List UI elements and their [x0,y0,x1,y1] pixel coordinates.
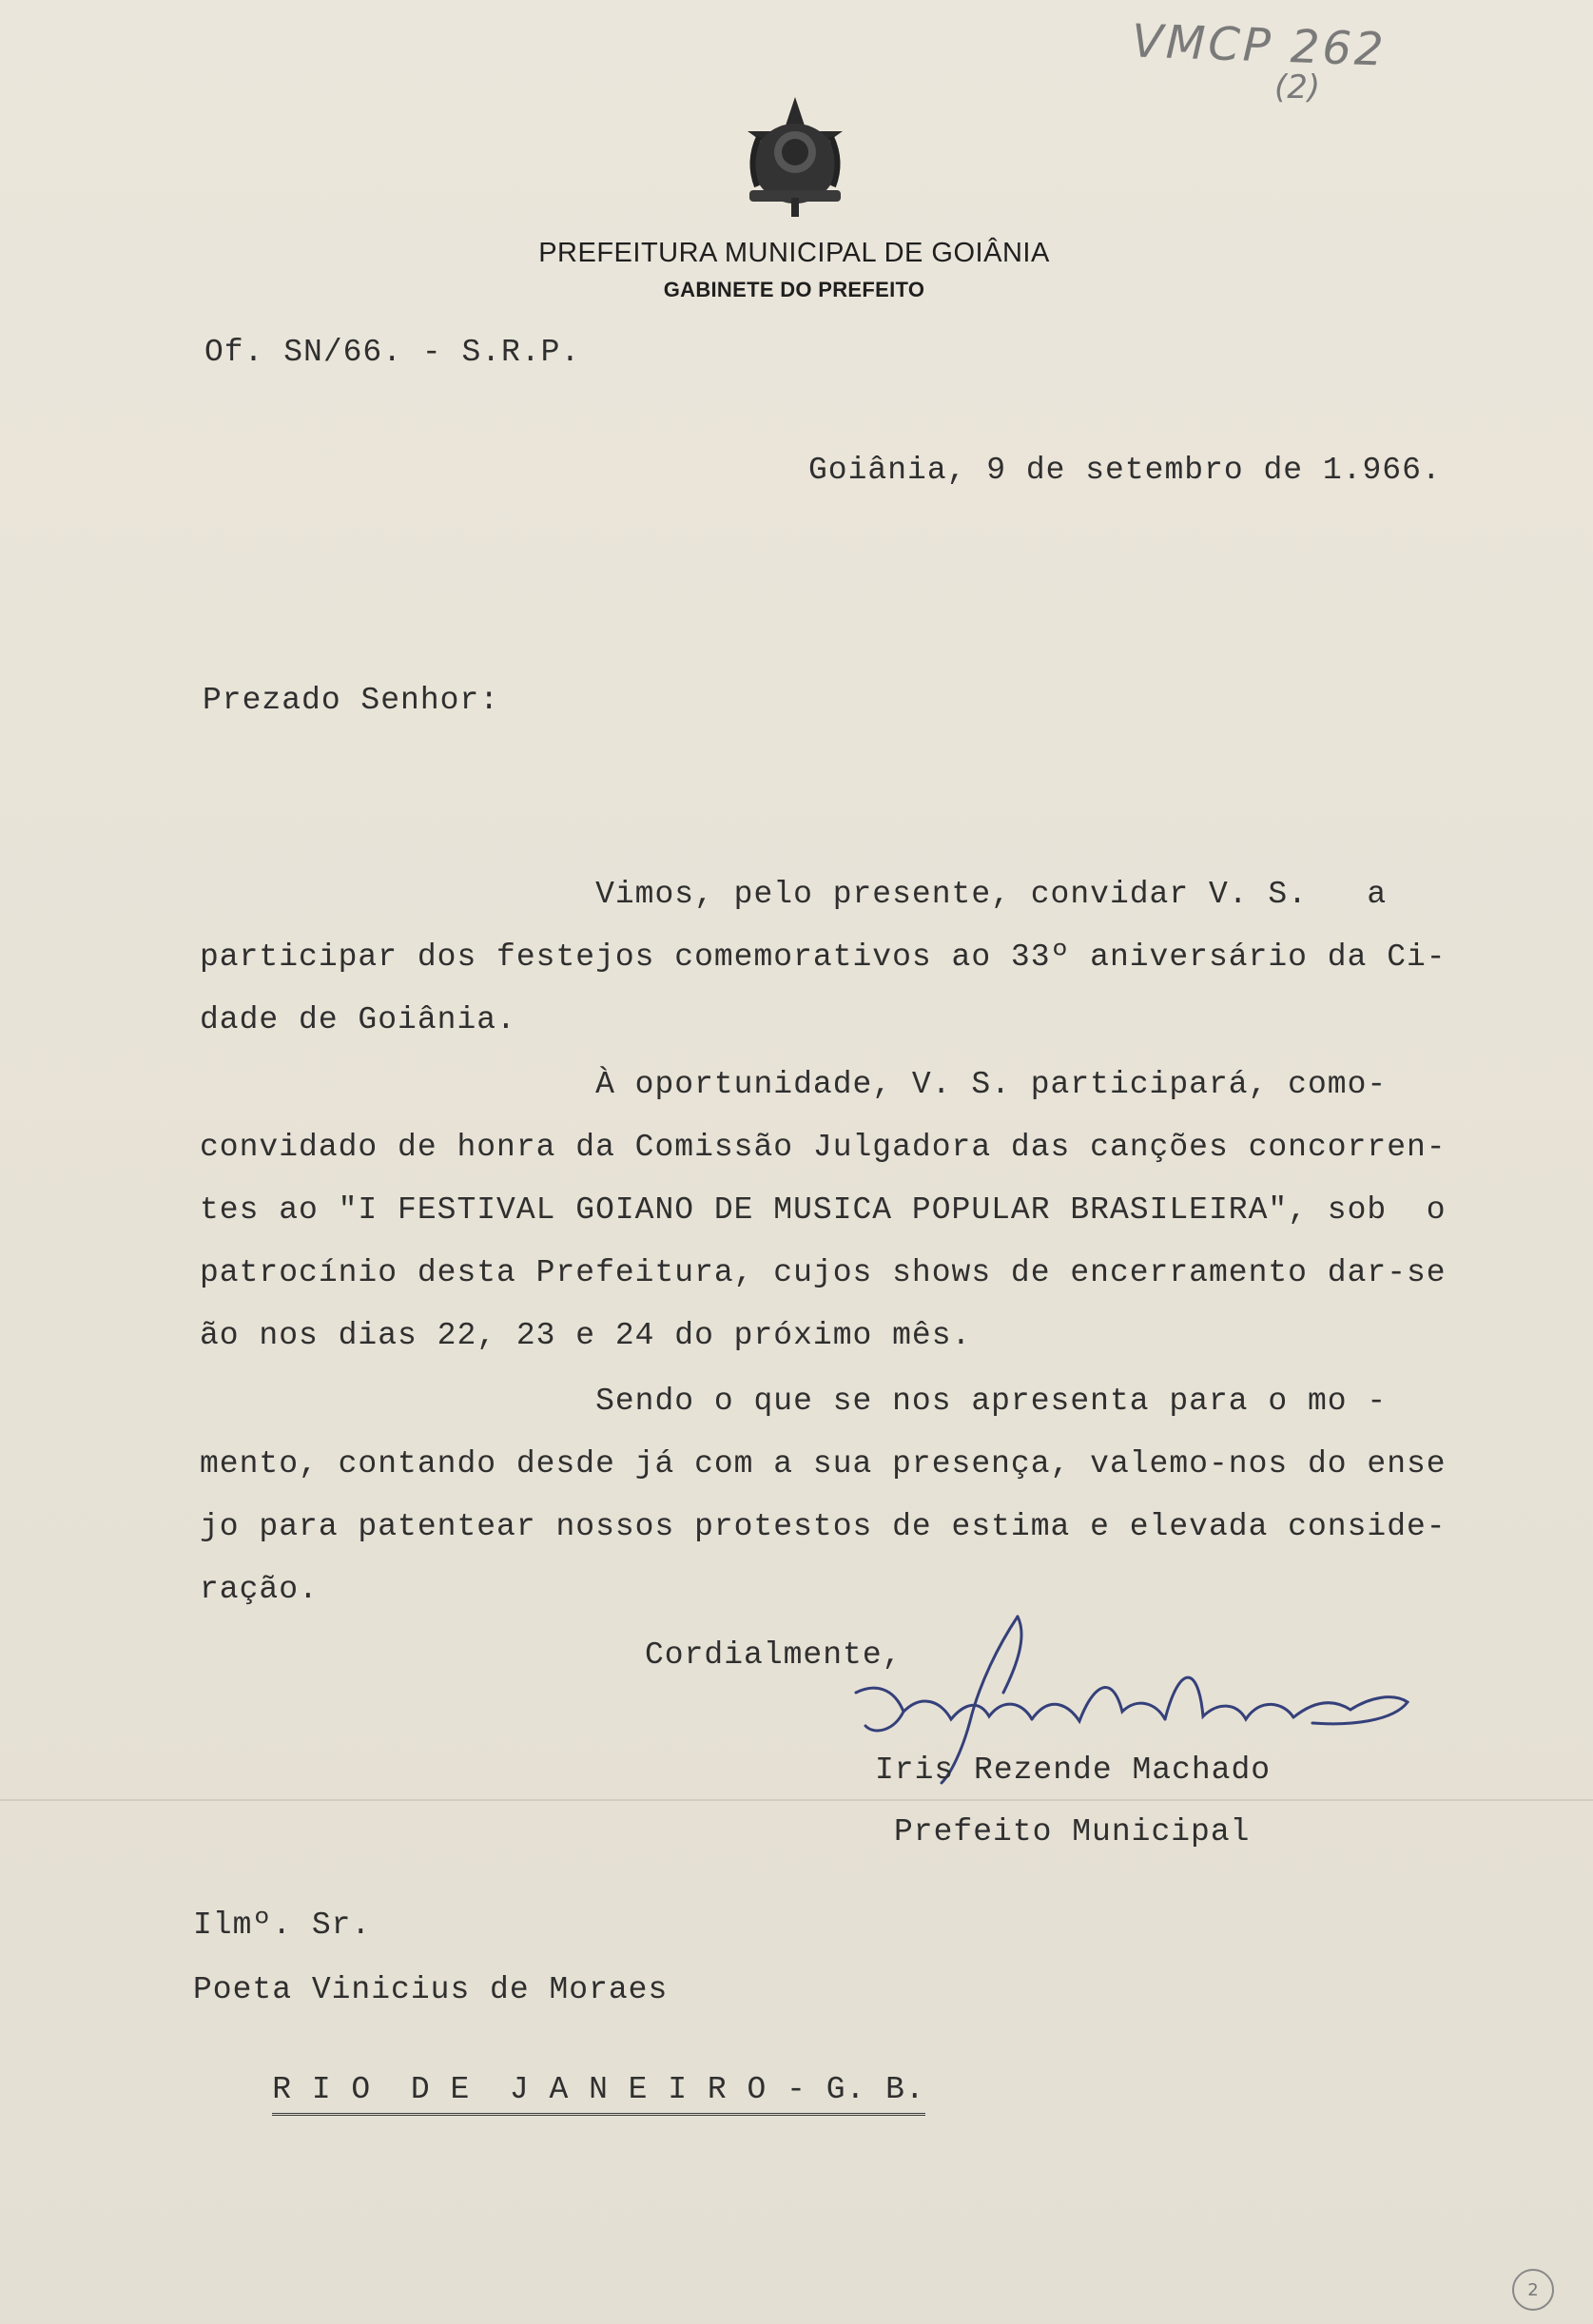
paragraph-line: participar dos festejos comemorativos ao 33º aniversário da Ci- [200,939,1447,975]
paragraph-1 [200,877,1447,1065]
paragraph-3 [200,1384,1447,1635]
archive-code: VMCP 262 [1131,14,1388,77]
paragraph-line: Sendo o que se nos apresenta para o mo - [200,1384,1388,1419]
paper-fold [0,1799,1593,1801]
recipient-city-wrapper [193,2037,925,2142]
recipient-honorific: Ilmº. Sr. [193,1908,372,1943]
signatory-title: Prefeito Municipal [894,1814,1251,1850]
page-number-stamp: 2 [1512,2269,1554,2311]
archive-subcode: (2) [1274,68,1321,107]
reference-number: Of. SN/66. - S.R.P. [204,335,581,370]
paragraph-2 [200,1067,1447,1381]
paragraph-line: jo para patentear nossos protestos de estima e elevada conside- [200,1509,1447,1544]
letterhead-title: PREFEITURA MUNICIPAL DE GOIÂNIA [538,238,1050,268]
letterhead-subtitle: GABINETE DO PREFEITO [663,278,925,301]
letter-date: Goiânia, 9 de setembro de 1.966. [808,453,1442,488]
paragraph-line: Vimos, pelo presente, convidar V. S. a [200,877,1388,912]
salutation: Prezado Senhor: [203,683,500,718]
paragraph-line: ração. [200,1572,319,1607]
recipient-city: R I O D E J A N E I R O - G. B. [272,2072,925,2116]
brazil-coat-of-arms-icon [738,95,852,219]
paragraph-line: mento, contando desde já com a sua presença, valemo-nos do ense [200,1446,1447,1482]
paragraph-line: À oportunidade, V. S. participará, como- [200,1067,1388,1102]
paragraph-line: convidado de honra da Comissão Julgadora das canções concorren- [200,1130,1447,1165]
signatory-name: Iris Rezende Machado [875,1753,1272,1788]
paragraph-line: dade de Goiânia. [200,1002,516,1037]
paragraph-line: ão nos dias 22, 23 e 24 do próximo mês. [200,1318,972,1353]
closing: Cordialmente, [645,1637,903,1673]
recipient-name: Poeta Vinicius de Moraes [193,1972,669,2007]
paragraph-line: tes ao "I FESTIVAL GOIANO DE MUSICA POPULAR BRASILEIRA", sob o [200,1192,1447,1228]
paragraph-line: patrocínio desta Prefeitura, cujos shows de encerramento dar-se [200,1255,1447,1290]
